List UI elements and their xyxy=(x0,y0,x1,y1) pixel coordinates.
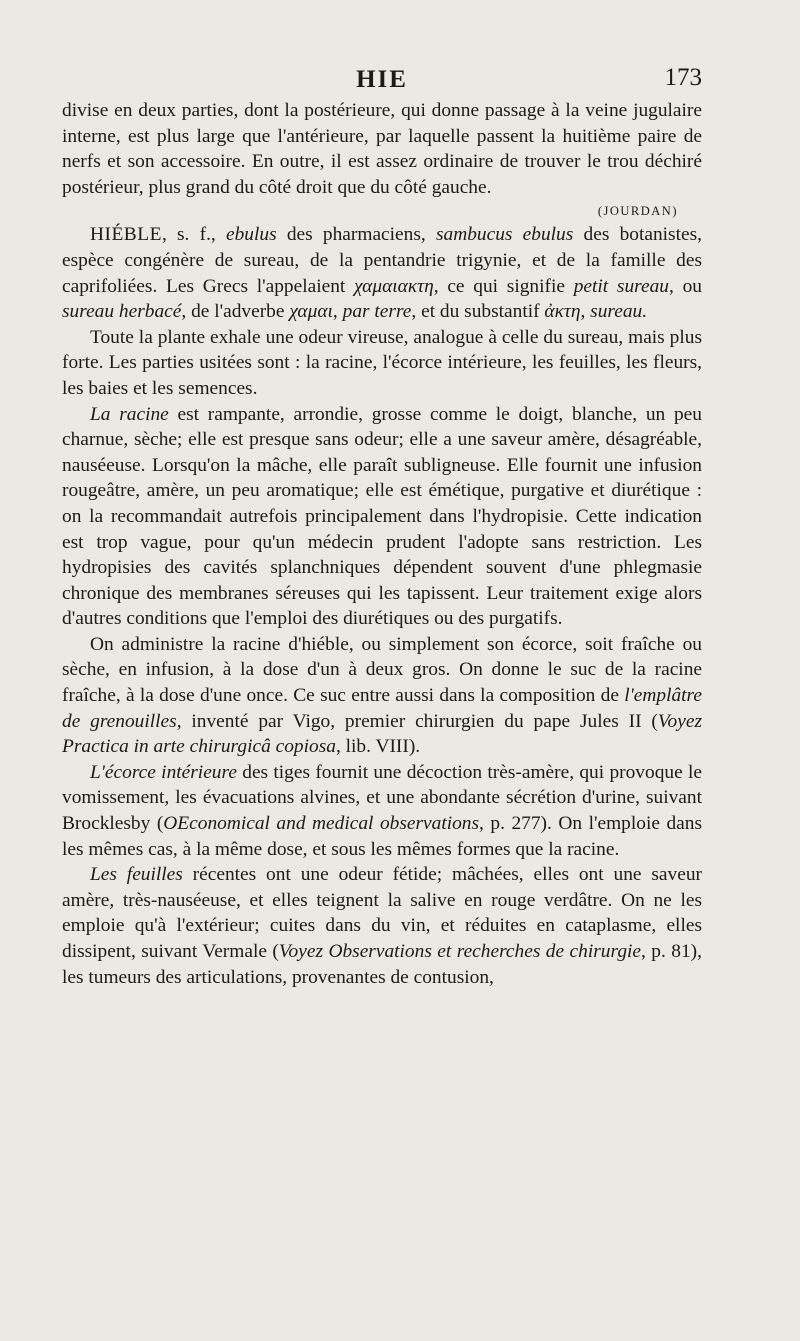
text-run: , et du substantif xyxy=(411,301,545,323)
text-run: , p. 277). On l'emploie dans les mêmes cas, à la même dose, et sous les mêmes formes que la racine. xyxy=(62,813,703,860)
italic-reference: Voyez Practica in arte chirurgicâ copiosa xyxy=(62,710,703,758)
paragraph-administration xyxy=(62,632,702,760)
paragraph-text: Toute la plante exhale une odeur vireuse, analogue à celle du sureau, mais plus forte. Les parties usitées sont : la racine, l'écorce intérieure, les feuilles, les fleurs, les baies et les semences. xyxy=(62,326,702,399)
entry-headword: HIÉBLE xyxy=(90,224,162,246)
italic-reference: Voyez Observations et recherches de chirurgie xyxy=(278,941,642,962)
section-lead: L'écorce intérieure xyxy=(90,761,237,783)
paragraph-plant-odor xyxy=(62,325,702,402)
text-run: , de l'adverbe xyxy=(181,301,290,323)
italic-term: petit sureau xyxy=(573,275,669,297)
italic-term: par terre xyxy=(342,301,412,323)
text-run: , s. f., xyxy=(161,224,226,246)
italic-term: sambucus ebulus xyxy=(435,224,574,246)
greek-word: χαμαιακτη xyxy=(354,275,434,297)
greek-word: χαμαι xyxy=(289,301,333,323)
paragraph-bark xyxy=(62,760,702,862)
italic-term: sureau herbacé xyxy=(62,301,182,323)
paragraph-hieble-entry xyxy=(62,222,702,324)
italic-term: sureau. xyxy=(590,301,648,323)
paragraph-continuation xyxy=(62,98,702,200)
text-run: récentes ont une odeur fétide; mâchées, elles ont une saveur amère, très-nauséeuse, et elles teignent la salive en rouge verdâtre. On ne les emploie qu'à l'extérieur; cuites dans du vin, et réduites en cataplasme, elles dissipent, suivant Vermale ( xyxy=(62,864,702,962)
text-run: , p. 81), les tumeurs des articulations, provenantes de contusion, xyxy=(62,941,702,988)
section-lead: Les feuilles xyxy=(90,864,183,886)
text-run: des pharmaciens, xyxy=(276,224,436,246)
paragraph-leaves xyxy=(62,862,702,990)
paragraph-text: est rampante, arrondie, grosse comme le doigt, blanche, un peu charnue, sèche; elle est presque sans odeur; elle a une saveur amère, désagréable, nauséeuse. Lorsqu'on la mâche, elle paraît subligneuse. Elle fournit une infusion rougeâtre, amère, un peu aromatique; elle est émétique, purgative et diurétique : on la recommandait autrefois principalement dans l'hydropisie. Cette indication est trop vague, pour qu'un médecin prudent l'adopte sans restriction. Les hydropisies des cavités splanchniques dépendent souvent d'une phlegmasie chronique des membranes séreuses qui les tapissent. Leur traitement exige alors d'autres conditions que l'emploi des diurétiques ou des purgatifs. xyxy=(62,403,702,630)
paragraph-text: divise en deux parties, dont la postérieure, qui donne passage à la veine jugulaire interne, est plus large que l'antérieure, par laquelle passent la huitième paire de nerfs et son accessoire. En outre, il est assez ordinaire de trouver le trou déchiré postérieur, plus grand du côté droit que du côté gauche. xyxy=(62,100,702,198)
text-run: des tiges fournit une décoction très-amère, qui provoque le vomissement, les évacuations alvines, et une abondante sécrétion d'urine, suivant Brocklesby ( xyxy=(62,761,702,835)
italic-term: ebulus xyxy=(225,224,277,246)
text-run: On administre la racine d'hiéble, ou simplement son écorce, soit fraîche ou sèche, en infusion, à la dose d'un à deux gros. On donne le suc de la racine fraîche, à la dose d'une once. Ce suc entre aussi dans la composition de xyxy=(62,633,702,707)
page-header xyxy=(62,58,702,98)
text-run: , ou xyxy=(669,275,702,297)
paragraph-root xyxy=(62,402,702,632)
italic-reference: OEconomical and medical observations xyxy=(163,813,480,835)
author-signature: (JOURDAN) xyxy=(597,204,678,219)
text-run: des botanistes, espèce congénère de sureau, de la pentandrie trigynie, et de la famille des caprifoliées. Les Grecs l'appelaient xyxy=(62,224,702,297)
page-body xyxy=(62,98,702,990)
greek-word: ἀκτη xyxy=(544,301,581,323)
text-run: , xyxy=(332,301,343,323)
section-lead: La racine xyxy=(90,403,169,425)
text-run: , lib. VIII). xyxy=(335,736,421,758)
running-head: HIE xyxy=(356,66,408,93)
page-number: 173 xyxy=(664,64,702,91)
italic-term: l'emplâtre de grenouilles xyxy=(62,685,702,732)
text-run: , inventé par Vigo, premier chirurgien du pape Jules II ( xyxy=(176,710,658,732)
text-run: , ce qui signifie xyxy=(433,275,574,297)
text-run: , xyxy=(580,301,591,323)
